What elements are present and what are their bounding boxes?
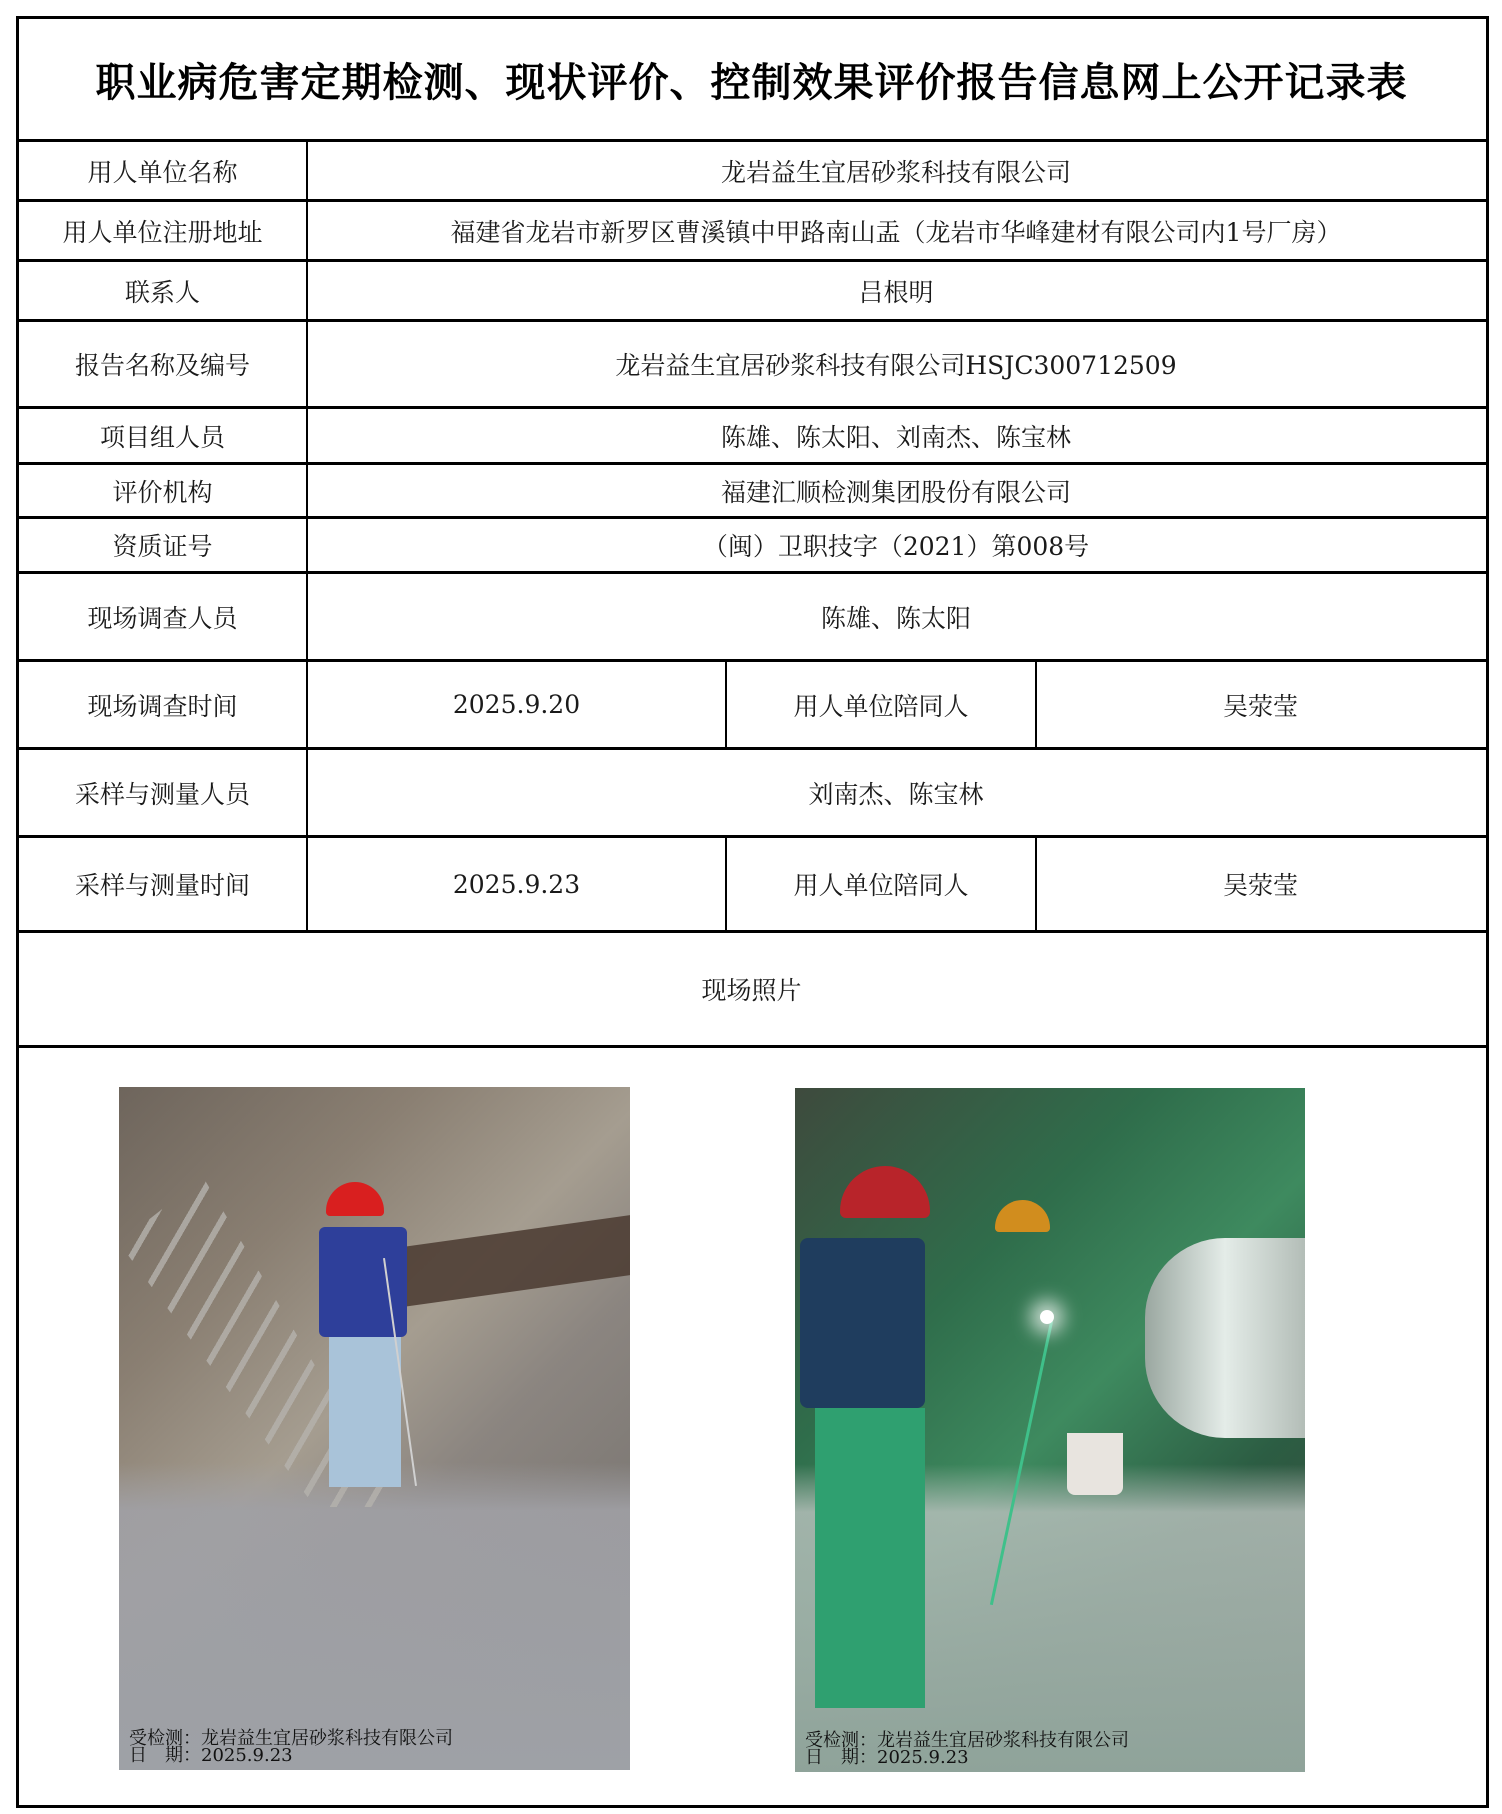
value-survey-time: 2025.9.20: [452, 690, 581, 719]
page-title: 职业病危害定期检测、现状评价、控制效果评价报告信息网上公开记录表: [95, 58, 1408, 106]
value-employer-name: 龙岩益生宜居砂浆科技有限公司: [720, 157, 1071, 187]
label-survey-time: 现场调查时间: [87, 691, 238, 721]
label-contact-person: 联系人: [124, 277, 200, 307]
value-evaluation-agency: 福建汇顺检测集团股份有限公司: [720, 477, 1071, 507]
value-qualification-number: （闽）卫职技字（2021）第008号: [702, 532, 1090, 561]
value-report-name-number: 龙岩益生宜居砂浆科技有限公司HSJC300712509: [615, 351, 1177, 380]
photo-caption-date: 日 期：2025.9.23: [805, 1747, 969, 1768]
label-project-team: 项目组人员: [99, 422, 225, 452]
site-photos-heading: 现场照片: [701, 976, 802, 1005]
row-divider: [16, 1045, 1487, 1048]
photo-caption-company: 受检测：龙岩益生宜居砂浆科技有限公司: [805, 1730, 1129, 1751]
value-project-team: 陈雄、陈太阳、刘南杰、陈宝林: [720, 422, 1071, 452]
label-sampling-companion: 用人单位陪同人: [793, 871, 969, 900]
label-survey-companion: 用人单位陪同人: [793, 691, 969, 721]
label-registered-address: 用人单位注册地址: [62, 217, 263, 247]
value-survey-companion: 吴荥莹: [1222, 691, 1298, 721]
worker-legs-graphic: [815, 1408, 925, 1708]
yellow-helmet-graphic: [995, 1200, 1050, 1232]
label-survey-staff: 现场调查人员: [87, 603, 238, 633]
label-sampling-staff: 采样与测量人员: [74, 779, 250, 809]
value-survey-staff: 陈雄、陈太阳: [820, 603, 971, 633]
label-sampling-time: 采样与测量时间: [74, 871, 250, 900]
tripod-graphic: [990, 1321, 1053, 1605]
value-sampling-staff: 刘南杰、陈宝林: [808, 779, 984, 809]
bucket-graphic: [1067, 1433, 1123, 1495]
worker-legs-graphic: [329, 1337, 401, 1487]
photo-caption-date: 日 期：2025.9.23: [129, 1745, 293, 1766]
photo-caption: [129, 1730, 453, 1764]
photo-caption: [805, 1732, 1129, 1766]
label-employer-name: 用人单位名称: [87, 157, 238, 187]
label-evaluation-agency: 评价机构: [112, 477, 213, 507]
instrument-light-graphic: [1040, 1310, 1054, 1324]
mixing-drum-graphic: [1145, 1238, 1305, 1438]
red-helmet-graphic: [840, 1166, 930, 1218]
value-registered-address: 福建省龙岩市新罗区曹溪镇中甲路南山盂（龙岩市华峰建材有限公司内1号厂房）: [450, 217, 1342, 247]
photo-caption-company: 受检测：龙岩益生宜居砂浆科技有限公司: [129, 1728, 453, 1749]
label-report-name-number: 报告名称及编号: [74, 351, 250, 380]
red-helmet-graphic: [326, 1182, 384, 1216]
site-photo-2: [795, 1088, 1305, 1772]
value-sampling-companion: 吴荥莹: [1222, 871, 1298, 900]
value-sampling-time: 2025.9.23: [452, 869, 581, 899]
value-contact-person: 吕根明: [858, 277, 934, 307]
worker-vest-graphic: [800, 1238, 925, 1408]
site-photo-1: [119, 1087, 630, 1770]
label-qualification-number: 资质证号: [112, 532, 213, 561]
conveyor-graphic: [389, 1215, 630, 1309]
